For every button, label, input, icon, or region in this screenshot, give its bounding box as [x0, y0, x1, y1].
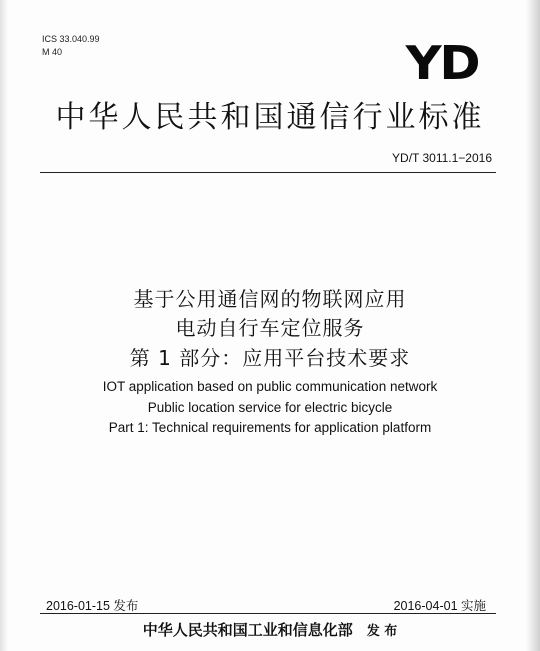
chinese-title-line-2: 电动自行车定位服务: [175, 316, 365, 340]
implementation-date: 2016-04-01 实施: [393, 599, 486, 613]
publisher-name: 中华人民共和国工业和信息化部: [142, 621, 353, 639]
english-title-line-3: Part 1: Technical requirements for application platform: [108, 420, 432, 435]
chinese-title-line-3: 第 1 部分：应用平台技术要求: [129, 346, 411, 370]
english-title-line-2: Public location service for electric bicycle: [147, 400, 393, 415]
ics-code: ICS 33.040.99: [42, 34, 100, 44]
english-title-line-1: IOT application based on public communication network: [102, 379, 438, 394]
top-divider: [40, 172, 496, 173]
yd-logo: YD: [405, 36, 478, 90]
ccs-code: M 40: [42, 47, 63, 57]
bottom-divider: [40, 613, 496, 614]
publisher-line: [0, 619, 540, 640]
standard-type-title: 中华人民共和国通信行业标准: [55, 100, 485, 135]
chinese-title-line-1: 基于公用通信网的物联网应用: [133, 287, 407, 311]
publisher-action: 发 布: [366, 624, 398, 639]
issue-date: 2016-01-15 发布: [46, 599, 139, 613]
standard-number: YD/T 3011.1−2016: [392, 151, 492, 165]
